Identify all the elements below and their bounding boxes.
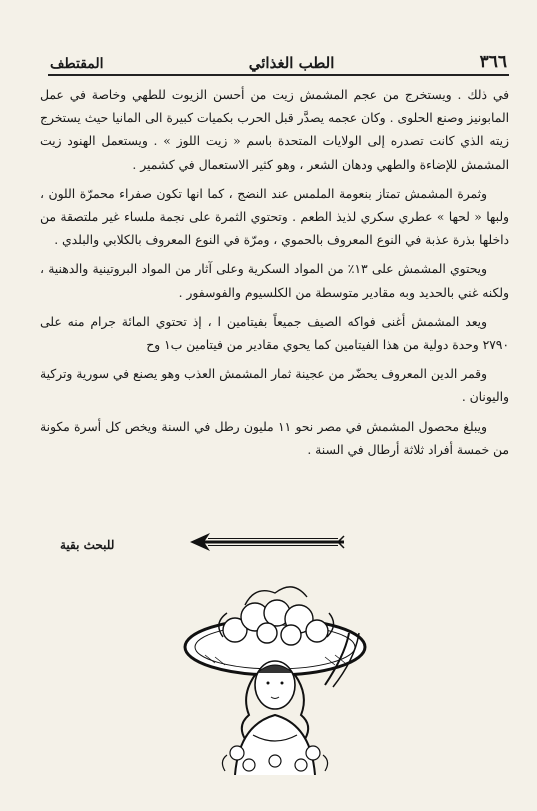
journal-name: المقتطف — [50, 56, 104, 72]
fruit-basket-icon — [219, 587, 334, 645]
section-title: الطب الغذائي — [248, 54, 335, 72]
continuation-note: للبحث بقية — [60, 538, 115, 552]
article-body — [40, 84, 509, 468]
vignette-illustration — [175, 575, 375, 775]
page-header — [50, 40, 507, 72]
left-arrow-icon — [188, 530, 348, 554]
paragraph-5: وقمر الدين المعروف يحضّر من عجينة ثمار المشمش العذب وهو يصنع في سورية وتركية واليونان . — [40, 367, 509, 405]
paragraph-3: ويحتوي المشمش على ١٣٪ من المواد السكرية وعلى آثار من المواد البروتينية والدهنية ، ولكنه غني بالحديد وبه مقادير متوسطة من الكلسيوم والفوسفور . — [40, 262, 509, 300]
paragraph-2: وثمرة المشمش تمتاز بنعومة الملمس عند النضج ، كما انها تكون صفراء محمرّة اللون ، ولبها « لحها » عطري سكري لذيذ الطعم . وتحتوي الثمرة على نجمة ملساء غير ملتصقة من داخلها بذرة عذبة في النوع المعروف بالحموي ، ومرّة في النوع المعروف بالكلابي والبلدي . — [40, 186, 509, 248]
paragraph-1: في ذلك . ويستخرج من عجم المشمش زيت من أحسن الزيوت للطهي وخاصة في عمل المابونيز وصنع الحلوى . وكان عجمه يصدَّر قبل الحرب بكميات كبيرة الى المانيا حيث يستخرج زيته الذي كانت تصدره إلى الولايات المتحدة باسم « زيت اللوز » . ويستعمل الهنود زيت المشمش للإضاءة والطهي ودهان الشعر ، وهو كثير الاستعمال في كشمير . — [40, 88, 509, 172]
page-number: ٣٦٦ — [479, 52, 507, 72]
paragraph-6: ويبلغ محصول المشمش في مصر نحو ١١ مليون رطل في السنة ويخص كل أسرة مكونة من خمسة أفراد ثلاثة أرطال في السنة . — [40, 419, 509, 457]
header-rule — [48, 74, 509, 76]
paragraph-4: ويعد المشمش أغنى فواكه الصيف جميعاً بفيتامين ا ، إذ تحتوي المائة جرام منه على ٢٧٩٠ وحدة دولية من هذا الفيتامين كما يحوي مقادير من فيتامين ب١ وح — [40, 314, 509, 353]
